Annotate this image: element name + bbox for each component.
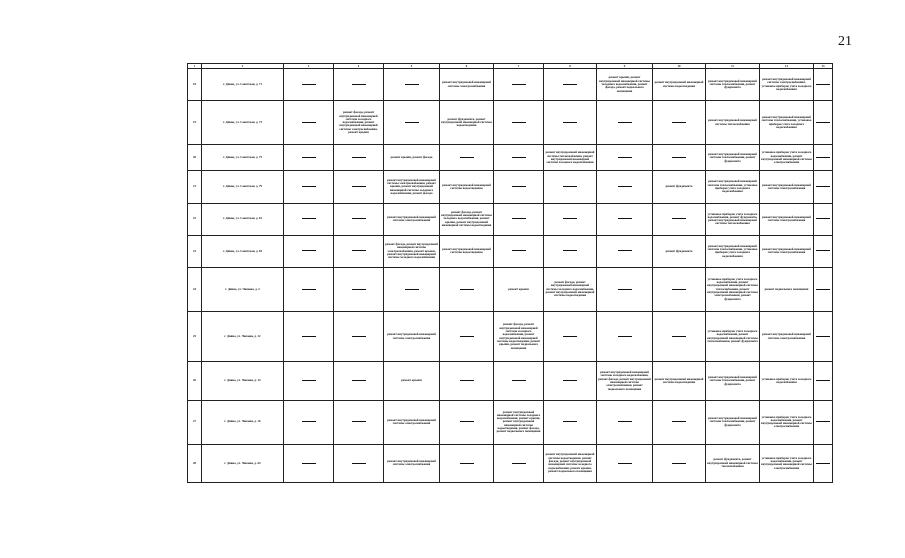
dash-mark bbox=[816, 122, 830, 123]
work-cell: ремонт фундамента, ремонт внутридомовой инженерной системы теплоснабжения bbox=[706, 444, 760, 482]
table-row bbox=[188, 400, 833, 444]
work-cell: установка приборов учета холодного водоснабжения, ремонт внутридомовой инженерной системы электроснабжения bbox=[760, 145, 814, 171]
address-cell: г. Дивно, ул. Советская, д. 83 bbox=[202, 235, 284, 267]
dash-mark bbox=[512, 157, 526, 158]
empty-dash-cell bbox=[544, 312, 597, 362]
empty-dash-cell bbox=[597, 400, 653, 444]
work-cell: ремонт крыши bbox=[494, 267, 544, 311]
dash-mark bbox=[512, 84, 526, 85]
address-cell: г. Дивно, ул. Чапаева, д. 12 bbox=[202, 312, 284, 362]
row-number: 26 bbox=[188, 362, 202, 400]
dash-mark bbox=[672, 289, 686, 290]
row-number: 22 bbox=[188, 203, 202, 235]
dash-mark bbox=[302, 421, 316, 422]
work-cell: ремонт внутридомовой инженерной системы теплоснабжения, ремонт фундамента bbox=[706, 362, 760, 400]
dash-mark bbox=[816, 336, 830, 337]
dash-mark bbox=[302, 157, 316, 158]
empty-dash-cell bbox=[440, 267, 494, 311]
empty-dash-cell bbox=[494, 203, 544, 235]
dash-mark bbox=[352, 289, 366, 290]
dash-mark bbox=[302, 289, 316, 290]
dash-mark bbox=[618, 218, 632, 219]
work-cell: ремонт внутридомовой инженерной системы электроснабжения, установка приборов учета холодного водоснабжения bbox=[760, 69, 814, 101]
empty-dash-cell bbox=[284, 312, 334, 362]
work-cell: ремонт внутридомовой инженерной системы электроснабжения bbox=[440, 69, 494, 101]
column-header: 3 bbox=[284, 64, 334, 69]
empty-dash-cell bbox=[334, 203, 384, 235]
empty-dash-cell bbox=[653, 312, 706, 362]
empty-dash-cell bbox=[814, 235, 833, 267]
dash-mark bbox=[563, 250, 577, 251]
dash-mark bbox=[512, 122, 526, 123]
empty-dash-cell bbox=[544, 400, 597, 444]
dash-mark bbox=[816, 380, 830, 381]
work-cell: ремонт внутридомовой инженерной системы теплоснабжения, ремонт внутридомовой инженерной системы холодного водоснабжения bbox=[544, 145, 597, 171]
empty-dash-cell bbox=[284, 203, 334, 235]
work-cell: установка приборов учета холодного водоснабжения, ремонт фундамента, ремонт внутридомовой инженерной системы теплоснабжения bbox=[706, 203, 760, 235]
column-header: 12 bbox=[760, 64, 814, 69]
dash-mark bbox=[618, 122, 632, 123]
empty-dash-cell bbox=[544, 362, 597, 400]
dash-mark bbox=[816, 463, 830, 464]
empty-dash-cell bbox=[597, 101, 653, 145]
address-cell: г. Дивно, ул. Советская, д. 71 bbox=[202, 69, 284, 101]
empty-dash-cell bbox=[494, 362, 544, 400]
empty-dash-cell bbox=[284, 145, 334, 171]
work-cell: ремонт внутридомовой инженерной системы теплоснабжения, установка приборов учета холодного водоснабжения bbox=[706, 235, 760, 267]
work-cell: ремонт фундамента, ремонт внутридомовой инженерной системы водоотведения bbox=[440, 101, 494, 145]
dash-mark bbox=[302, 122, 316, 123]
dash-mark bbox=[816, 84, 830, 85]
work-cell: ремонт фасада, ремонт внутридомовой инженерной системы холодного водоснабжения, ремонт внутридомовой инженерной системы водоотведения, ремонт крыши, ремонт подвального помещения bbox=[494, 312, 544, 362]
column-header: 10 bbox=[653, 64, 706, 69]
dash-mark bbox=[672, 122, 686, 123]
dash-mark bbox=[512, 380, 526, 381]
address-cell: г. Дивно, ул. Советская, д. 81 bbox=[202, 203, 284, 235]
dash-mark bbox=[352, 186, 366, 187]
column-header: 1 bbox=[188, 64, 202, 69]
dash-mark bbox=[816, 421, 830, 422]
work-cell: ремонт внутридомовой инженерной системы водоотведения bbox=[653, 362, 706, 400]
work-cell: ремонт фасада, ремонт внутридомовой инженерной системы холодного водоснабжения, ремонт внутридомовой инженерной системы электроснабжения, ремонт крыши bbox=[334, 101, 384, 145]
empty-dash-cell bbox=[440, 362, 494, 400]
empty-dash-cell bbox=[653, 145, 706, 171]
dash-mark bbox=[563, 186, 577, 187]
column-header: 2 bbox=[202, 64, 284, 69]
row-number: 18 bbox=[188, 69, 202, 101]
table-row bbox=[188, 69, 833, 101]
work-cell: ремонт внутридомовой инженерной системы электроснабжения bbox=[760, 312, 814, 362]
dash-mark bbox=[352, 84, 366, 85]
dash-mark bbox=[460, 421, 474, 422]
empty-dash-cell bbox=[334, 235, 384, 267]
dash-mark bbox=[405, 289, 419, 290]
empty-dash-cell bbox=[440, 312, 494, 362]
work-cell: ремонт внутридомовой инженерной системы теплоснабжения bbox=[706, 101, 760, 145]
work-cell: ремонт внутридомовой инженерной системы электроснабжения bbox=[384, 400, 440, 444]
work-cell: ремонт внутридомовой инженерной системы теплоснабжения, ремонт фундамента bbox=[706, 69, 760, 101]
column-header: 7 bbox=[494, 64, 544, 69]
dash-mark bbox=[302, 218, 316, 219]
dash-mark bbox=[460, 463, 474, 464]
dash-mark bbox=[618, 157, 632, 158]
dash-mark bbox=[512, 218, 526, 219]
dash-mark bbox=[352, 421, 366, 422]
work-cell: ремонт внутридомовой инженерной системы теплоснабжения, ремонт фундамента bbox=[706, 400, 760, 444]
work-cell: установка приборов учета холодного водоснабжения, ремонт внутридомовой инженерной системы теплоснабжения, ремонт фундамента bbox=[706, 312, 760, 362]
work-cell: ремонт крыши, ремонт фасада bbox=[384, 145, 440, 171]
empty-dash-cell bbox=[440, 444, 494, 482]
work-cell: ремонт подвального помещения bbox=[760, 267, 814, 311]
empty-dash-cell bbox=[653, 444, 706, 482]
empty-dash-cell bbox=[653, 101, 706, 145]
repair-schedule-table bbox=[187, 63, 833, 483]
page-number: 21 bbox=[838, 34, 852, 49]
empty-dash-cell bbox=[597, 171, 653, 203]
empty-dash-cell bbox=[544, 171, 597, 203]
empty-dash-cell bbox=[544, 69, 597, 101]
address-cell: г. Дивно, ул. Чапаева, д. 64 bbox=[202, 444, 284, 482]
empty-dash-cell bbox=[597, 312, 653, 362]
empty-dash-cell bbox=[814, 312, 833, 362]
work-cell: ремонт внутридомовой инженерной системы электроснабжения bbox=[760, 235, 814, 267]
dash-mark bbox=[618, 421, 632, 422]
dash-mark bbox=[618, 289, 632, 290]
work-cell: ремонт крыши bbox=[384, 362, 440, 400]
work-cell: ремонт фасада, ремонт внутридомовой инженерной системы холодного водоснабжения, ремонт внутридомовой инженерной системы водоотведения bbox=[544, 267, 597, 311]
empty-dash-cell bbox=[334, 171, 384, 203]
empty-dash-cell bbox=[597, 444, 653, 482]
empty-dash-cell bbox=[334, 145, 384, 171]
dash-mark bbox=[563, 336, 577, 337]
empty-dash-cell bbox=[440, 145, 494, 171]
empty-dash-cell bbox=[440, 400, 494, 444]
address-cell: г. Дивно, ул. Советская, д. 73 bbox=[202, 101, 284, 145]
dash-mark bbox=[672, 157, 686, 158]
dash-mark bbox=[672, 463, 686, 464]
work-cell: ремонт фасада, ремонт внутридомовой инженерной системы электроснабжения, ремонт крыши, ремонт внутридомовой инженерной системы холодного водоснабжения bbox=[384, 235, 440, 267]
empty-dash-cell bbox=[284, 69, 334, 101]
empty-dash-cell bbox=[284, 362, 334, 400]
empty-dash-cell bbox=[334, 444, 384, 482]
dash-mark bbox=[618, 250, 632, 251]
empty-dash-cell bbox=[814, 444, 833, 482]
dash-mark bbox=[302, 336, 316, 337]
row-number: 23 bbox=[188, 235, 202, 267]
work-cell: ремонт внутридомовой инженерной системы водоотведения bbox=[440, 235, 494, 267]
column-header: 9 bbox=[597, 64, 653, 69]
empty-dash-cell bbox=[544, 203, 597, 235]
work-cell: ремонт внутридомовой инженерной системы водоотведения bbox=[440, 171, 494, 203]
work-cell: установка приборов учета холодного водоснабжения, ремонт внутридомовой инженерной системы теплоснабжения, ремонт внутридомовой инженерной системы электроснабжения, ремонт фундамента bbox=[706, 267, 760, 311]
empty-dash-cell bbox=[597, 145, 653, 171]
empty-dash-cell bbox=[334, 400, 384, 444]
table-row bbox=[188, 101, 833, 145]
dash-mark bbox=[512, 186, 526, 187]
empty-dash-cell bbox=[494, 235, 544, 267]
dash-mark bbox=[816, 157, 830, 158]
empty-dash-cell bbox=[284, 171, 334, 203]
dash-mark bbox=[672, 421, 686, 422]
work-cell: ремонт внутридомовой инженерной системы электроснабжения bbox=[384, 203, 440, 235]
dash-mark bbox=[302, 84, 316, 85]
dash-mark bbox=[672, 336, 686, 337]
dash-mark bbox=[672, 218, 686, 219]
row-number: 27 bbox=[188, 400, 202, 444]
empty-dash-cell bbox=[334, 362, 384, 400]
dash-mark bbox=[563, 84, 577, 85]
work-cell: ремонт внутридомовой инженерной системы электроснабжения bbox=[760, 171, 814, 203]
row-number: 24 bbox=[188, 267, 202, 311]
empty-dash-cell bbox=[814, 267, 833, 311]
empty-dash-cell bbox=[334, 69, 384, 101]
dash-mark bbox=[352, 250, 366, 251]
column-header: 8 bbox=[544, 64, 597, 69]
address-cell: г. Дивно, ул. Чапаева, д. 16 bbox=[202, 400, 284, 444]
empty-dash-cell bbox=[384, 267, 440, 311]
dash-mark bbox=[512, 250, 526, 251]
dash-mark bbox=[460, 157, 474, 158]
table-row bbox=[188, 203, 833, 235]
empty-dash-cell bbox=[494, 444, 544, 482]
dash-mark bbox=[816, 218, 830, 219]
dash-mark bbox=[618, 336, 632, 337]
dash-mark bbox=[512, 463, 526, 464]
dash-mark bbox=[618, 186, 632, 187]
dash-mark bbox=[563, 380, 577, 381]
empty-dash-cell bbox=[384, 101, 440, 145]
dash-mark bbox=[618, 463, 632, 464]
address-cell: г. Дивно, ул. Советская, д. 79 bbox=[202, 171, 284, 203]
table-row bbox=[188, 444, 833, 482]
table-row bbox=[188, 171, 833, 203]
empty-dash-cell bbox=[597, 235, 653, 267]
empty-dash-cell bbox=[814, 69, 833, 101]
empty-dash-cell bbox=[284, 101, 334, 145]
row-number: 20 bbox=[188, 145, 202, 171]
work-cell: ремонт внутридомовой инженерной системы теплоснабжения, установка приборов учета холодного водоснабжения bbox=[760, 101, 814, 145]
empty-dash-cell bbox=[653, 400, 706, 444]
empty-dash-cell bbox=[544, 235, 597, 267]
empty-dash-cell bbox=[653, 267, 706, 311]
table-row bbox=[188, 312, 833, 362]
empty-dash-cell bbox=[814, 362, 833, 400]
empty-dash-cell bbox=[284, 267, 334, 311]
empty-dash-cell bbox=[284, 235, 334, 267]
work-cell: ремонт внутридомовой инженерной системы электроснабжения, ремонт крыши, ремонт внутридомовой инженерной системы холодного водоснабжения, ремонт фасада bbox=[384, 171, 440, 203]
dash-mark bbox=[816, 186, 830, 187]
empty-dash-cell bbox=[544, 101, 597, 145]
row-number: 19 bbox=[188, 101, 202, 145]
table-row bbox=[188, 145, 833, 171]
table-row bbox=[188, 267, 833, 311]
dash-mark bbox=[405, 122, 419, 123]
dash-mark bbox=[460, 336, 474, 337]
empty-dash-cell bbox=[284, 400, 334, 444]
work-cell: ремонт внутридомовой инженерной системы водоотведения, ремонт фасада, ремонт внутридомовой инженерной системы холодного водоснабжения, ремонт крыши, ремонт подвального помещения bbox=[544, 444, 597, 482]
dash-mark bbox=[405, 84, 419, 85]
empty-dash-cell bbox=[814, 203, 833, 235]
work-cell: ремонт внутридомовой инженерной системы электроснабжения bbox=[384, 312, 440, 362]
work-cell: ремонт внутридомовой инженерной системы электроснабжения bbox=[384, 444, 440, 482]
table-row bbox=[188, 362, 833, 400]
dash-mark bbox=[816, 250, 830, 251]
row-number: 28 bbox=[188, 444, 202, 482]
work-cell: ремонт фундамента bbox=[653, 235, 706, 267]
work-cell: ремонт фасада, ремонт внутридомовой инженерной системы холодного водоснабжения, ремонт крыши, ремонт внутридомовой инженерной системы водоотведения bbox=[440, 203, 494, 235]
dash-mark bbox=[563, 218, 577, 219]
row-number: 25 bbox=[188, 312, 202, 362]
column-header: 4 bbox=[334, 64, 384, 69]
row-number: 21 bbox=[188, 171, 202, 203]
address-cell: г. Дивно, ул. Чапаева, д. 2 bbox=[202, 267, 284, 311]
dash-mark bbox=[816, 289, 830, 290]
empty-dash-cell bbox=[814, 400, 833, 444]
work-cell: ремонт внутридомовой инженерной системы водоотведения bbox=[653, 69, 706, 101]
dash-mark bbox=[352, 380, 366, 381]
dash-mark bbox=[302, 380, 316, 381]
address-cell: г. Дивно, ул. Чапаева, д. 14 bbox=[202, 362, 284, 400]
empty-dash-cell bbox=[814, 171, 833, 203]
column-header: 6 bbox=[440, 64, 494, 69]
empty-dash-cell bbox=[494, 145, 544, 171]
dash-mark bbox=[352, 463, 366, 464]
work-cell: установка приборов учета холодного водоснабжения, ремонт внутридомовой инженерной системы электроснабжения bbox=[760, 400, 814, 444]
empty-dash-cell bbox=[334, 267, 384, 311]
empty-dash-cell bbox=[814, 101, 833, 145]
work-cell: ремонт фундамента bbox=[653, 171, 706, 203]
empty-dash-cell bbox=[814, 145, 833, 171]
empty-dash-cell bbox=[494, 101, 544, 145]
empty-dash-cell bbox=[494, 171, 544, 203]
empty-dash-cell bbox=[284, 444, 334, 482]
address-cell: г. Дивно, ул. Советская, д. 75 bbox=[202, 145, 284, 171]
dash-mark bbox=[302, 250, 316, 251]
work-cell: ремонт внутридомовой инженерной системы электроснабжения bbox=[760, 203, 814, 235]
dash-mark bbox=[302, 186, 316, 187]
work-cell: ремонт внутридомовой инженерной системы холодного водоснабжения, ремонт крыши, ремонт внутридомовой инженерной системы водоотведения, ремонт фасада, ремонт подвального помещения bbox=[494, 400, 544, 444]
column-header: 11 bbox=[706, 64, 760, 69]
empty-dash-cell bbox=[334, 312, 384, 362]
table-row bbox=[188, 235, 833, 267]
dash-mark bbox=[302, 463, 316, 464]
empty-dash-cell bbox=[653, 203, 706, 235]
empty-dash-cell bbox=[494, 69, 544, 101]
work-cell: установка приборов учета холодного водоснабжения, ремонт внутридомовой инженерной системы электроснабжения bbox=[760, 444, 814, 482]
work-cell: ремонт внутридомовой инженерной системы теплоснабжения, ремонт фундамента bbox=[706, 145, 760, 171]
dash-mark bbox=[460, 380, 474, 381]
dash-mark bbox=[352, 336, 366, 337]
column-header: 5 bbox=[384, 64, 440, 69]
dash-mark bbox=[563, 421, 577, 422]
dash-mark bbox=[460, 289, 474, 290]
work-cell: установка приборов учета холодного водоснабжения bbox=[760, 362, 814, 400]
work-cell: ремонт внутридомовой инженерной системы теплоснабжения, установка приборов учета холодного водоснабжения bbox=[706, 171, 760, 203]
empty-dash-cell bbox=[597, 267, 653, 311]
dash-mark bbox=[352, 157, 366, 158]
dash-mark bbox=[352, 218, 366, 219]
work-cell: ремонт крыши, ремонт внутридомовой инженерной системы холодного водоснабжения, ремонт фасада, ремонт подвального помещения bbox=[597, 69, 653, 101]
column-header: 13 bbox=[814, 64, 833, 69]
dash-mark bbox=[563, 122, 577, 123]
empty-dash-cell bbox=[384, 69, 440, 101]
empty-dash-cell bbox=[597, 203, 653, 235]
work-cell: ремонт внутридомовой инженерной системы холодного водоснабжения, ремонт фасада, ремонт внутридомовой инженерной системы электроснабжения, ремонт подвального помещения bbox=[597, 362, 653, 400]
